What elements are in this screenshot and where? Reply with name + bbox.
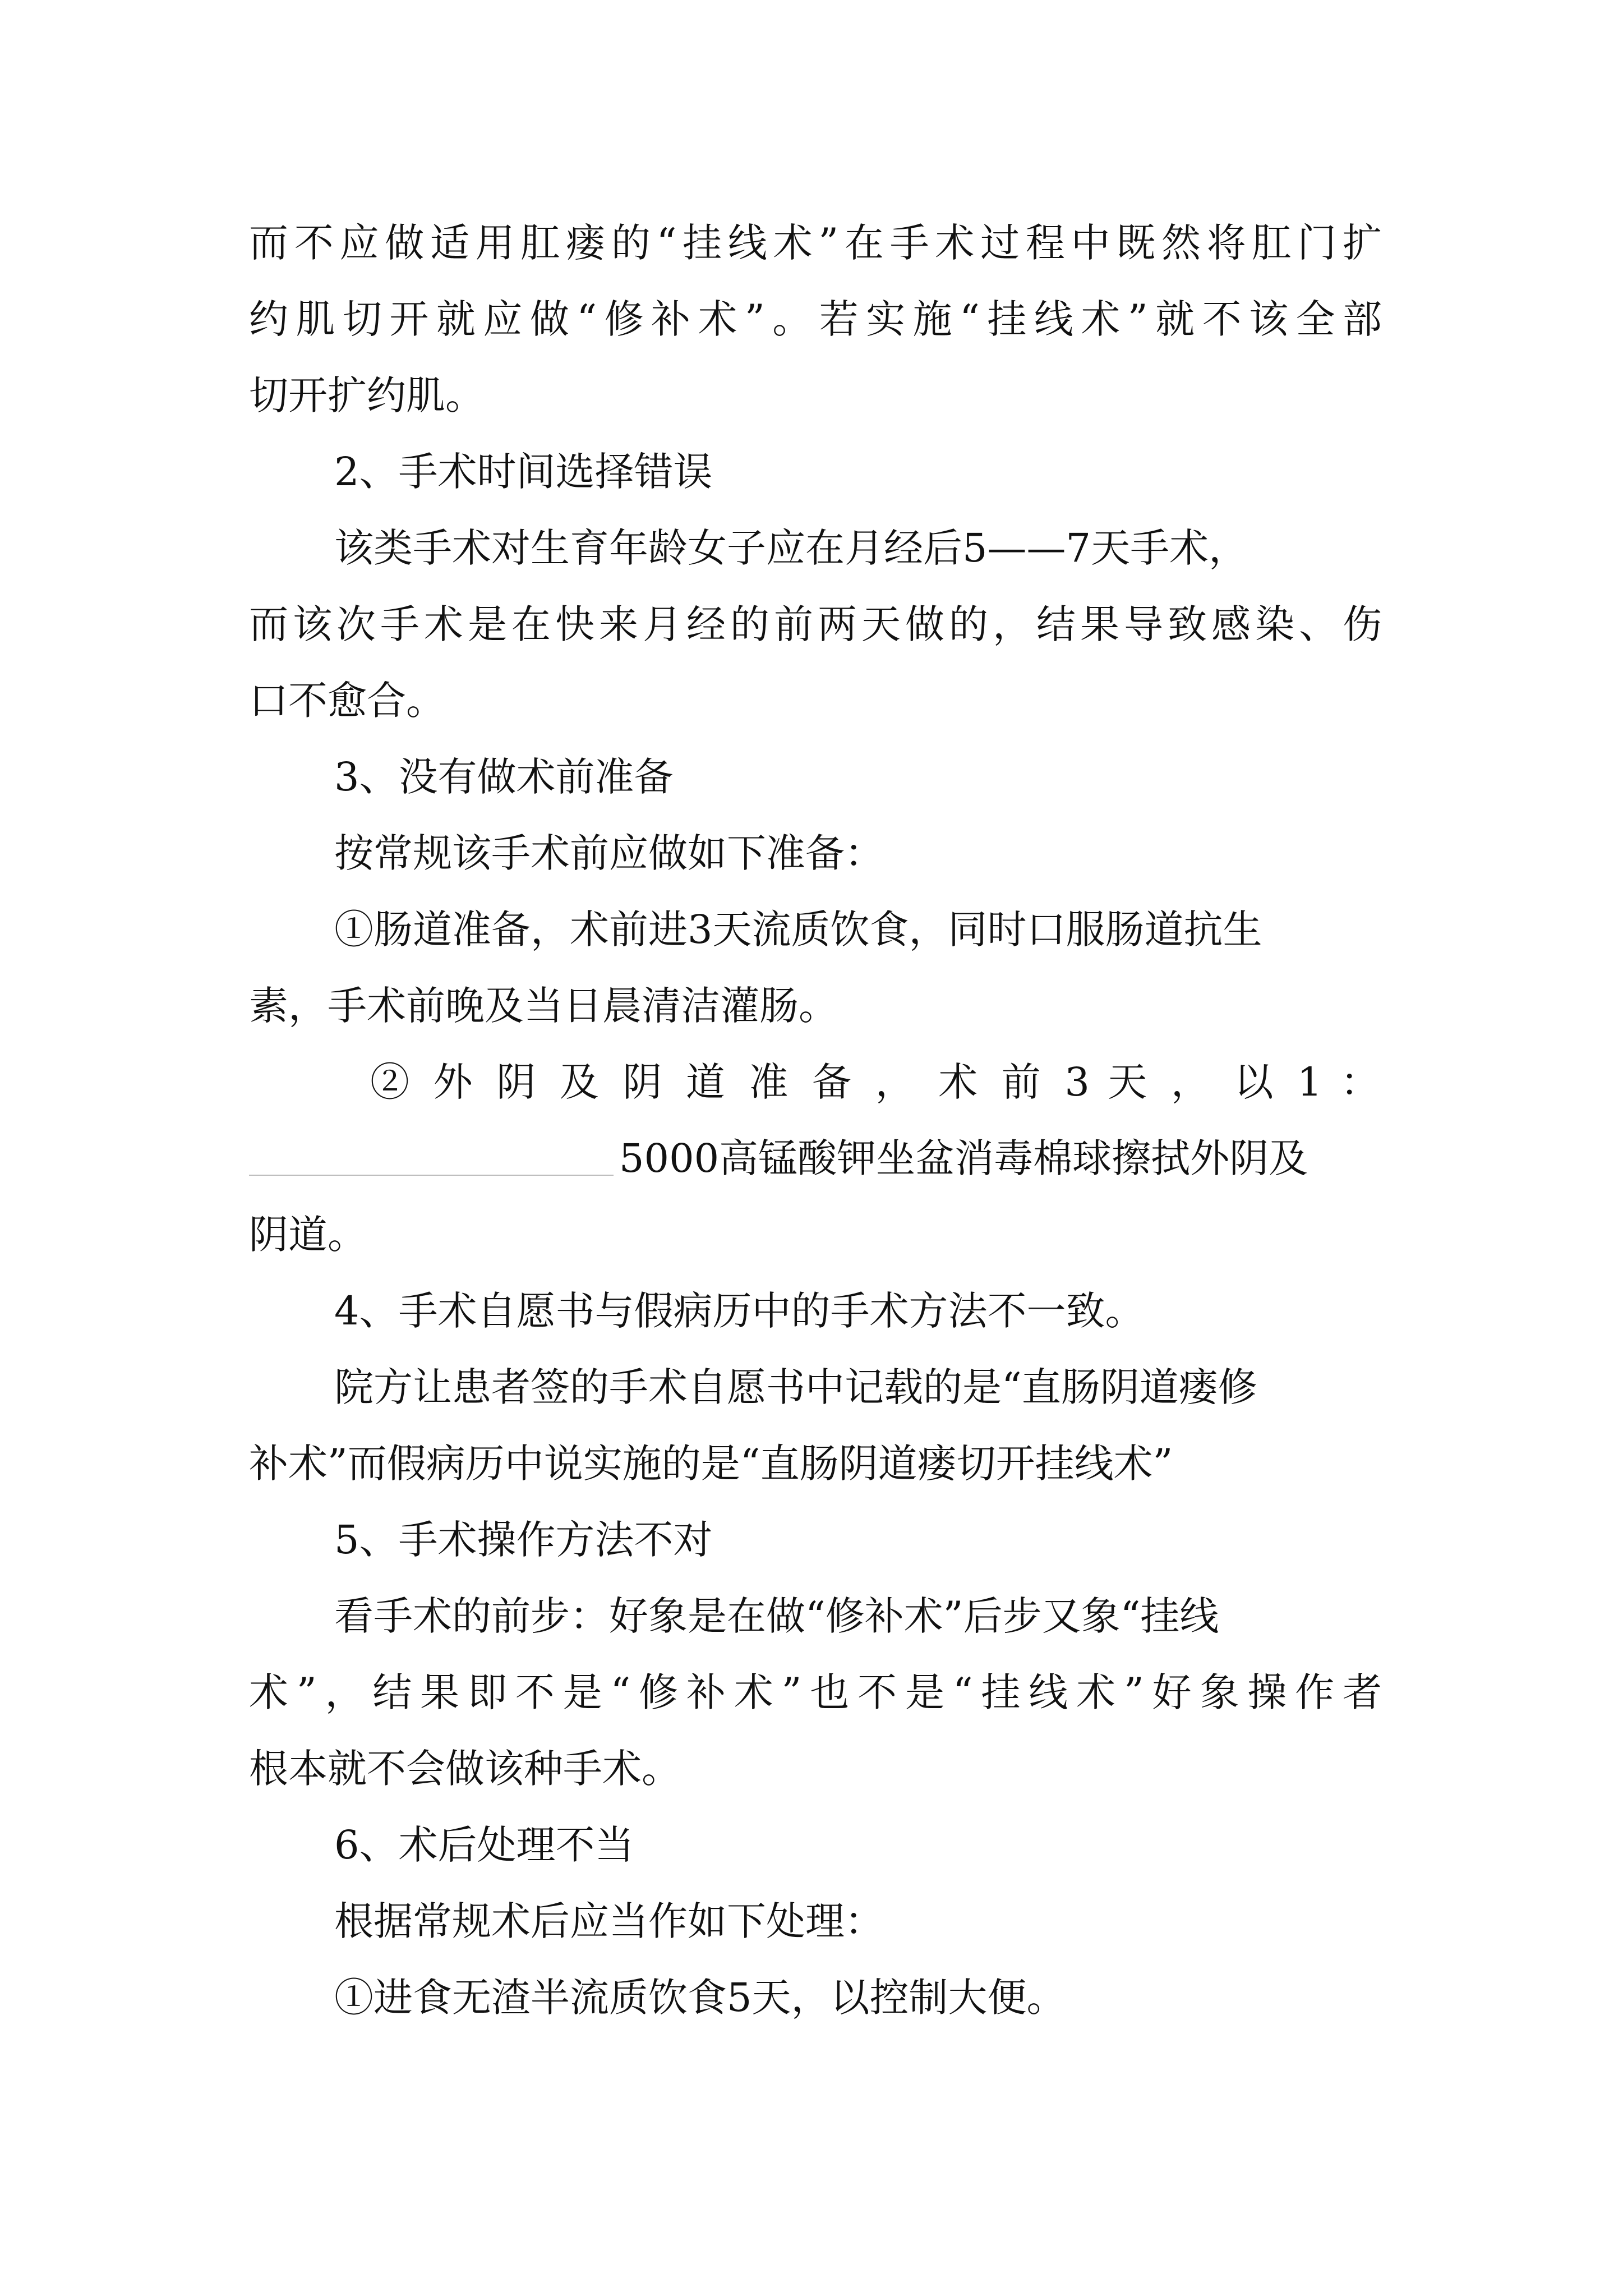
paragraph-line: ② 外 阴 及 阴 道 准 备 ， 术 前 3 天 ， 以 1 ： <box>370 1059 1380 1105</box>
paragraph-line: 看手术的前步：好象是在做“修补术”后步又象“挂线 <box>334 1593 1219 1639</box>
paragraph-line: ①进食无渣半流质饮食5天，以控制大便。 <box>334 1975 1066 2021</box>
paragraph-line: 根据常规术后应当作如下处理： <box>334 1898 884 1944</box>
paragraph-line: 院方让患者签的手术自愿书中记载的是“直肠阴道瘘修 <box>334 1364 1257 1410</box>
paragraph-line: 切开扩约肌。 <box>249 372 485 418</box>
paragraph-line: 术”，结果即不是“修补术”也不是“挂线术”好象操作者 <box>249 1669 1382 1715</box>
paragraph-line-with-blank <box>249 1133 1382 1184</box>
paragraph-text: 5000高锰酸钾坐盆消毒棉球擦拭外阴及 <box>619 1135 1308 1181</box>
paragraph-line: 按常规该手术前应做如下准备： <box>334 830 884 876</box>
paragraph-line: 阴道。 <box>249 1212 367 1258</box>
section-heading: 2、手术时间选择错误 <box>334 449 713 495</box>
paragraph-line: 而不应做适用肛瘘的“挂线术”在手术过程中既然将肛门扩 <box>249 220 1382 266</box>
section-heading: 6、术后处理不当 <box>334 1822 634 1868</box>
section-heading: 4、手术自愿书与假病历中的手术方法不一致。 <box>334 1288 1145 1334</box>
paragraph-line: 约肌切开就应做“修补术”。若实施“挂线术”就不该全部 <box>249 296 1382 342</box>
paragraph-line: ①肠道准备，术前进3天流质饮食，同时口服肠道抗生 <box>334 907 1262 953</box>
paragraph-line: 口不愈合。 <box>249 678 445 724</box>
paragraph-line: 素，手术前晚及当日晨清洁灌肠。 <box>249 983 838 1029</box>
paragraph-line: 根本就不会做该种手术。 <box>249 1746 681 1792</box>
fill-in-blank-line <box>249 1175 614 1176</box>
paragraph-line: 该类手术对生育年龄女子应在月经后5——7天手术， <box>334 525 1248 571</box>
section-heading: 5、手术操作方法不对 <box>334 1517 713 1563</box>
paragraph-line: 而该次手术是在快来月经的前两天做的，结果导致感染、伤 <box>249 601 1382 647</box>
paragraph-line: 补术”而假病历中说实施的是“直肠阴道瘘切开挂线术” <box>249 1441 1173 1487</box>
section-heading: 3、没有做术前准备 <box>334 754 674 800</box>
